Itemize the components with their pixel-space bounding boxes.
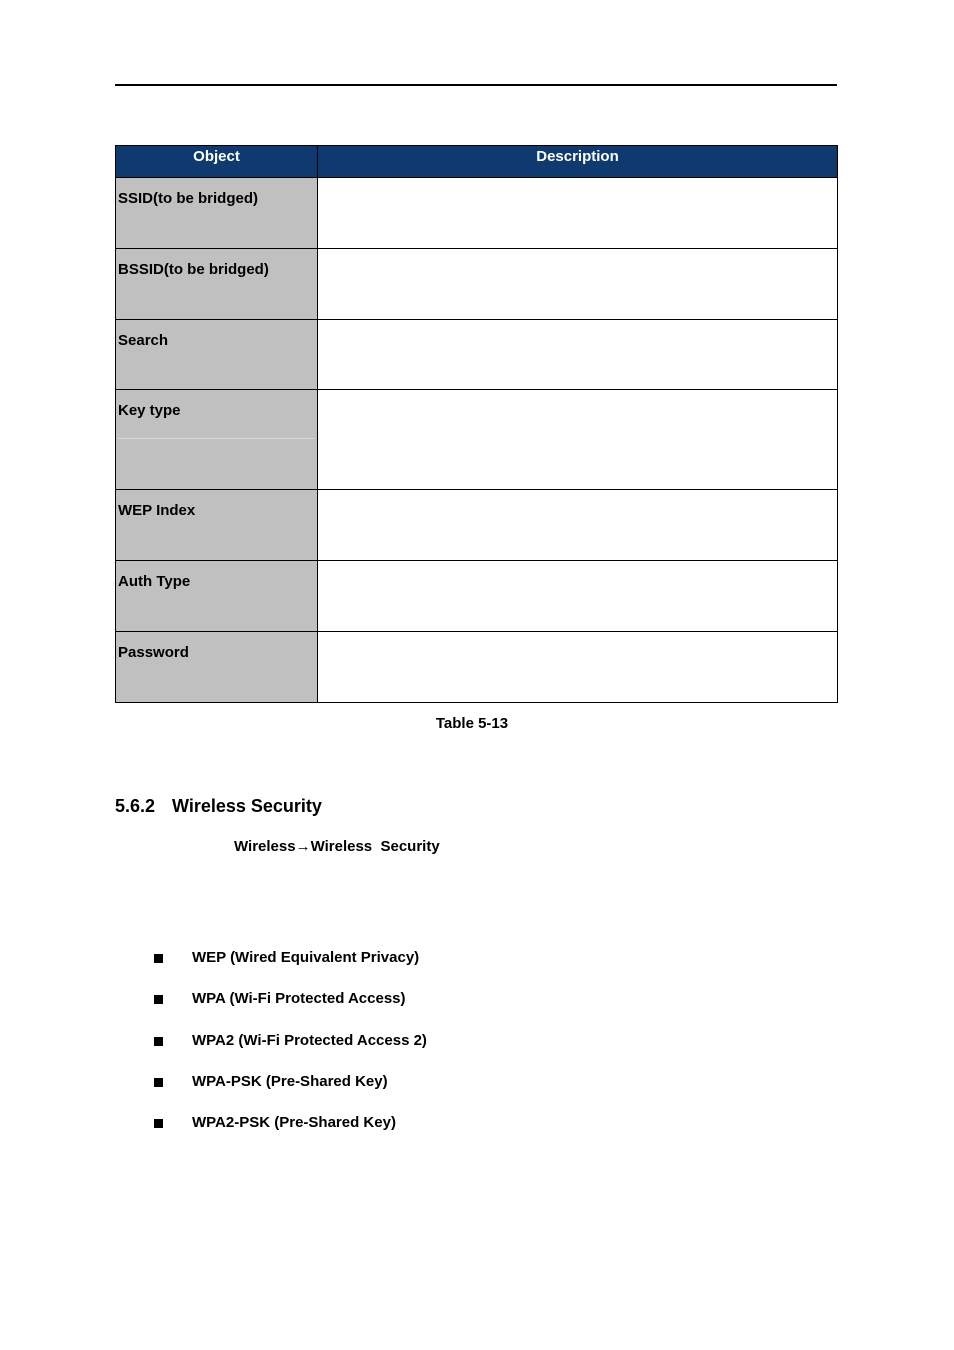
description-cell [318, 632, 838, 703]
description-cell [318, 249, 838, 320]
object-description-table [115, 145, 838, 703]
header-rule [115, 84, 837, 86]
object-label: Key type [118, 402, 181, 419]
description-cell [318, 178, 838, 249]
description-cell [318, 320, 838, 390]
list-item-text: WPA2 (Wi-Fi Protected Access 2) [192, 1031, 427, 1049]
header-object: Object [116, 146, 318, 178]
list-item-text: WEP (Wired Equivalent Privacy) [192, 949, 420, 966]
table-caption: Table 5-13 [435, 715, 509, 732]
description-cell [318, 490, 838, 561]
table-row [116, 178, 838, 249]
list-item-text: WPA2-PSK (Pre-Shared Key) [192, 1114, 396, 1132]
list-item-text: WPA-PSK (Pre-Shared Key) [192, 1072, 388, 1090]
header-description: Description [318, 146, 838, 178]
object-cell: WEP Index [116, 490, 318, 561]
object-cell: Auth Type [116, 561, 318, 632]
square-bullet-icon [154, 1119, 163, 1128]
table-row [116, 390, 838, 490]
square-bullet-icon [154, 954, 163, 963]
list-item-text: WPA (Wi-Fi Protected Access) [192, 990, 406, 1008]
cell-divider [118, 438, 315, 439]
object-cell: Password [116, 632, 318, 703]
description-cell [318, 561, 838, 632]
section-heading [115, 796, 322, 817]
square-bullet-icon [154, 995, 163, 1004]
table-row [116, 632, 838, 703]
table-row [116, 249, 838, 320]
table-row [116, 320, 838, 390]
object-cell: SSID(to be bridged) [116, 178, 318, 249]
table-header-row [116, 146, 838, 178]
object-cell [116, 390, 318, 490]
table-row [116, 561, 838, 632]
object-cell: BSSID(to be bridged) [116, 249, 318, 320]
section-title: Wireless Security [172, 796, 322, 816]
object-cell: Search [116, 320, 318, 390]
square-bullet-icon [154, 1078, 163, 1087]
table-row [116, 490, 838, 561]
description-cell [318, 390, 838, 490]
section-number: 5.6.2 [115, 796, 156, 816]
navigation-path: Wireless→Wireless Security [234, 838, 440, 855]
square-bullet-icon [154, 1037, 163, 1046]
